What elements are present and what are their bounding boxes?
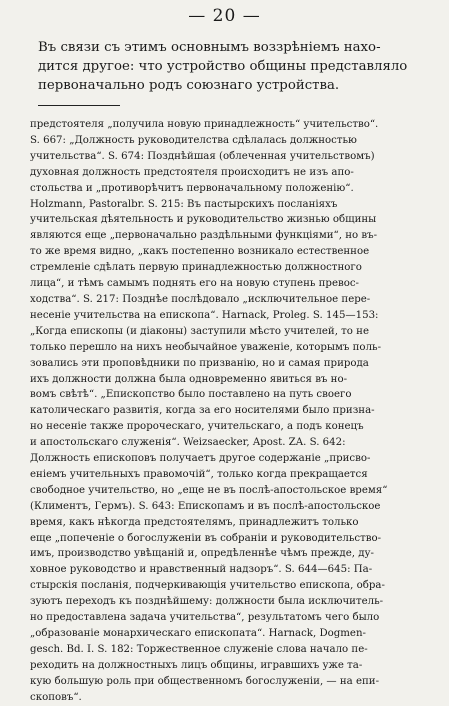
footnote-line: еніемъ учительныхъ правомочій“, только когда прекращается (30, 468, 368, 480)
footnote-line: стольства и „противорѣчитъ первоначальному положенію“. (30, 182, 354, 194)
footnote (30, 117, 442, 706)
footnote-line: ходства“. S. 217: Позднѣе послѣдовало „исключительное пере- (30, 293, 371, 305)
main-paragraph (38, 38, 434, 95)
footnote-line: вомъ свѣтѣ“. „Епископство было поставлено на путь своего (30, 389, 352, 401)
footnote-line: зуютъ переходъ къ позднѣйшему: должности была исключитель- (30, 596, 384, 608)
footnote-line: стырскія посланія, подчеркивающія учительство епископа, обра- (30, 580, 385, 592)
text-line: Въ связи съ этимъ основнымъ воззрѣніемъ нахо- (38, 40, 381, 55)
footnote-line: учительства“. S. 674: Позднѣйшая (облеченная учительствомъ) (30, 150, 375, 162)
text-line: дится другое: что устройство общины представляло (38, 59, 408, 74)
text-line: первоначально родъ союзнаго устройства. (38, 78, 340, 93)
footnote-line: (Климентъ, Гермъ). S. 643: Епископамъ и въ послѣ-апостольское (30, 500, 381, 512)
footnote-line: Должность епископовъ получаетъ другое содержаніе „присво- (30, 453, 371, 465)
footnote-line: и апостольскаго служенія“. Weizsaecker, Apost. ZA. S. 642: (30, 437, 346, 449)
footnote-line: реходить на должностныхъ лицъ общины, игравшихъ уже та- (30, 659, 363, 671)
footnote-line: ихъ должности должна была одновременно явиться въ но- (30, 373, 348, 385)
footnote-line: „образованіе монархическаго епископата“. Harnack, Dogmen- (30, 628, 366, 639)
footnote-line: католическаго развитія, когда за его носителями было призна- (30, 405, 375, 417)
footnote-line: но предоставлена задача учительства“, результатомъ чего было (30, 612, 380, 624)
footnote-line: стремленіе сдѣлать первую принадлежностью должностного (30, 262, 362, 274)
footnote-line: являются еще „первоначально раздѣльными функціями“, но въ- (30, 230, 378, 242)
footnote-line: ховное руководство и нравственный надзоръ“. S. 644—645: Па- (30, 564, 373, 576)
footnote-line: предстоятеля „получила новую принадлежность“ учительство“. (30, 119, 379, 130)
footnote-line: несеніе учительства на епископа“. Harnack, Proleg. S. 145—153: (30, 309, 379, 321)
footnote-line: учительская дѣятельность и руководительство жизнью общины (30, 214, 377, 226)
footnote-line: имъ, производство увѣщаній и, опредѣленнѣе чѣмъ прежде, ду- (30, 548, 374, 560)
footnote-line: зовались эти проповѣдники по призванію, но и самая природа (30, 357, 369, 369)
footnote-line: лица“, и тѣмъ самымъ поднять его на новую ступень превос- (30, 278, 359, 290)
footnote-line: S. 667: „Должность руководителства сдѣлалась должностью (30, 134, 357, 146)
footnote-line: „Когда епископы (и діаконы) заступили мѣсто учителей, то не (30, 325, 369, 337)
footnote-line: только перешло на нихъ необычайное уваженіе, которымъ поль- (30, 341, 382, 353)
footnote-line: но несеніе также пророческаго, учительскаго, а подъ конецъ (30, 421, 364, 433)
footnote-line: время, какъ нѣкогда предстоятелямъ, принадлежитъ только (30, 516, 359, 528)
footnote-line: духовная должность предстоятеля происходитъ не изъ апо- (30, 166, 354, 178)
footnote-line: кую большую роль при общественномъ богослуженіи, — на епи- (30, 675, 380, 687)
footnote-line: gesch. Bd. I. S. 182: Торжественное служеніе слова начало пе- (30, 643, 368, 655)
footnote-line: скоповъ“. (30, 691, 82, 703)
footnote-line: еще „попеченіе о богослуженіи въ собраніи и руководительство- (30, 532, 382, 544)
footnote-line: Holzmann, Pastoralbr. S. 215: Въ пастырскихъ посланіяхъ (30, 198, 338, 210)
page-number: — 20 — (188, 6, 261, 26)
footnote-line: свободное учительство, но „еще не въ послѣ-апостольское время“ (30, 484, 388, 496)
footnote-line: то же время видно, „какъ постепенно возникало естественное (30, 246, 370, 258)
footnote-divider (38, 105, 120, 106)
